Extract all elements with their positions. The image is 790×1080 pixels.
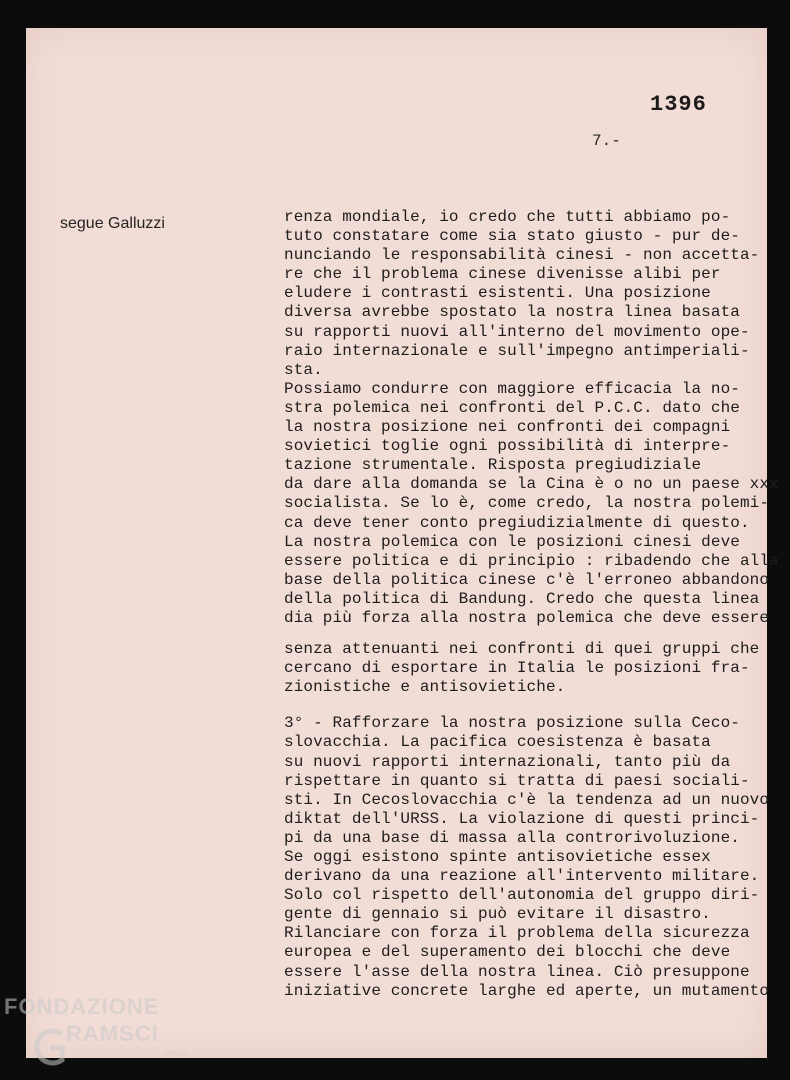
text-line: da dare alla domanda se la Cina è o no un paese xxx: [284, 475, 779, 494]
text-line: tazione strumentale. Risposta pregiudiziale: [284, 456, 702, 475]
text-line: della politica di Bandung. Credo che questa linea: [284, 589, 760, 608]
text-line: essere l'asse della nostra linea. Ciò presuppone: [284, 962, 750, 981]
text-line: pi da una base di massa alla controrivoluzione.: [284, 828, 740, 847]
text-line: ca deve tener conto pregiudizialmente di questo.: [284, 513, 750, 532]
text-line: diversa avrebbe spostato la nostra linea basata: [284, 303, 740, 322]
text-line: stra polemica nei confronti del P.C.C. dato che: [284, 398, 740, 417]
text-line: re che il problema cinese divenisse alibi per: [284, 265, 721, 284]
text-line: rispettare in quanto si tratta di paesi sociali-: [284, 771, 750, 790]
text-line: Possiamo condurre con maggiore efficacia la no-: [284, 379, 740, 398]
text-line: senza attenuanti nei confronti di quei gruppi che: [284, 640, 760, 659]
text-line: europea e del superamento dei blocchi che deve: [284, 943, 731, 962]
text-line: su nuovi rapporti internazionali, tanto più da: [284, 752, 731, 771]
text-line: sta.: [284, 360, 323, 379]
transcript-body: [284, 208, 779, 1001]
text-line: socialista. Se lo è, come credo, la nostra polemi-: [284, 494, 770, 513]
text-line: 3° - Rafforzare la nostra posizione sulla Ceco-: [284, 714, 740, 733]
text-line: tuto constatare come sia stato giusto - pur de-: [284, 227, 740, 246]
text-line: La nostra polemica con le posizioni cinesi deve: [284, 532, 740, 551]
text-line: cercano di esportare in Italia le posizioni fra-: [284, 659, 750, 678]
watermark-line3: onlus: [164, 1048, 188, 1059]
speaker-label: segue Galluzzi: [60, 215, 165, 232]
text-line: iniziative concrete larghe ed aperte, un mutamento: [284, 981, 770, 1000]
text-line: essere politica e di principio : ribadendo che alla: [284, 551, 779, 570]
paragraph: [284, 640, 764, 697]
document-page: [26, 28, 779, 1058]
text-line: derivano da una reazione all'intervento militare.: [284, 867, 760, 886]
text-line: nunciando le responsabilità cinesi - non accetta-: [284, 246, 760, 265]
text-line: base della politica cinese c'è l'erroneo abbandono: [284, 570, 770, 589]
text-line: slovacchia. La pacifica coesistenza è basata: [284, 733, 711, 752]
page-number: 1396: [650, 92, 707, 117]
text-line: dia più forza alla nostra polemica che deve essere: [284, 608, 770, 627]
text-line: raio internazionale e sull'impegno antimperiali-: [284, 341, 750, 360]
text-line: sti. In Cecoslovacchia c'è la tendenza ad un nuovo: [284, 790, 770, 809]
text-line: eludere i contrasti esistenti. Una posizione: [284, 284, 711, 303]
text-line: Se oggi esistono spinte antisovietiche essex: [284, 848, 711, 866]
text-line: la nostra posizione nei confronti dei compagni: [284, 418, 731, 437]
text-line: Solo col rispetto dell'autonomia del gruppo diri-: [284, 886, 760, 905]
text-line: renza mondiale, io credo che tutti abbiamo po-: [284, 208, 731, 226]
text-line: Rilanciare con forza il problema della sicurezza: [284, 924, 750, 943]
text-line: sovietici toglie ogni possibilità di interpre-: [284, 437, 731, 456]
text-line: su rapporti nuovi all'interno del movimento ope-: [284, 322, 750, 341]
page-index: 7.-: [592, 132, 621, 150]
paragraph: [284, 714, 770, 1000]
watermark-line2: RAMSCI: [66, 1021, 159, 1046]
foundation-watermark: [4, 994, 204, 1074]
watermark-g-icon: [32, 1024, 68, 1070]
text-line: diktat dell'URSS. La violazione di questi princi-: [284, 809, 760, 828]
paragraph: [284, 208, 779, 628]
text-line: gente di gennaio si può evitare il disastro.: [284, 905, 711, 924]
text-line: zionistiche e antisovietiche.: [284, 678, 566, 697]
watermark-line1: FONDAZIONE: [4, 994, 160, 1019]
